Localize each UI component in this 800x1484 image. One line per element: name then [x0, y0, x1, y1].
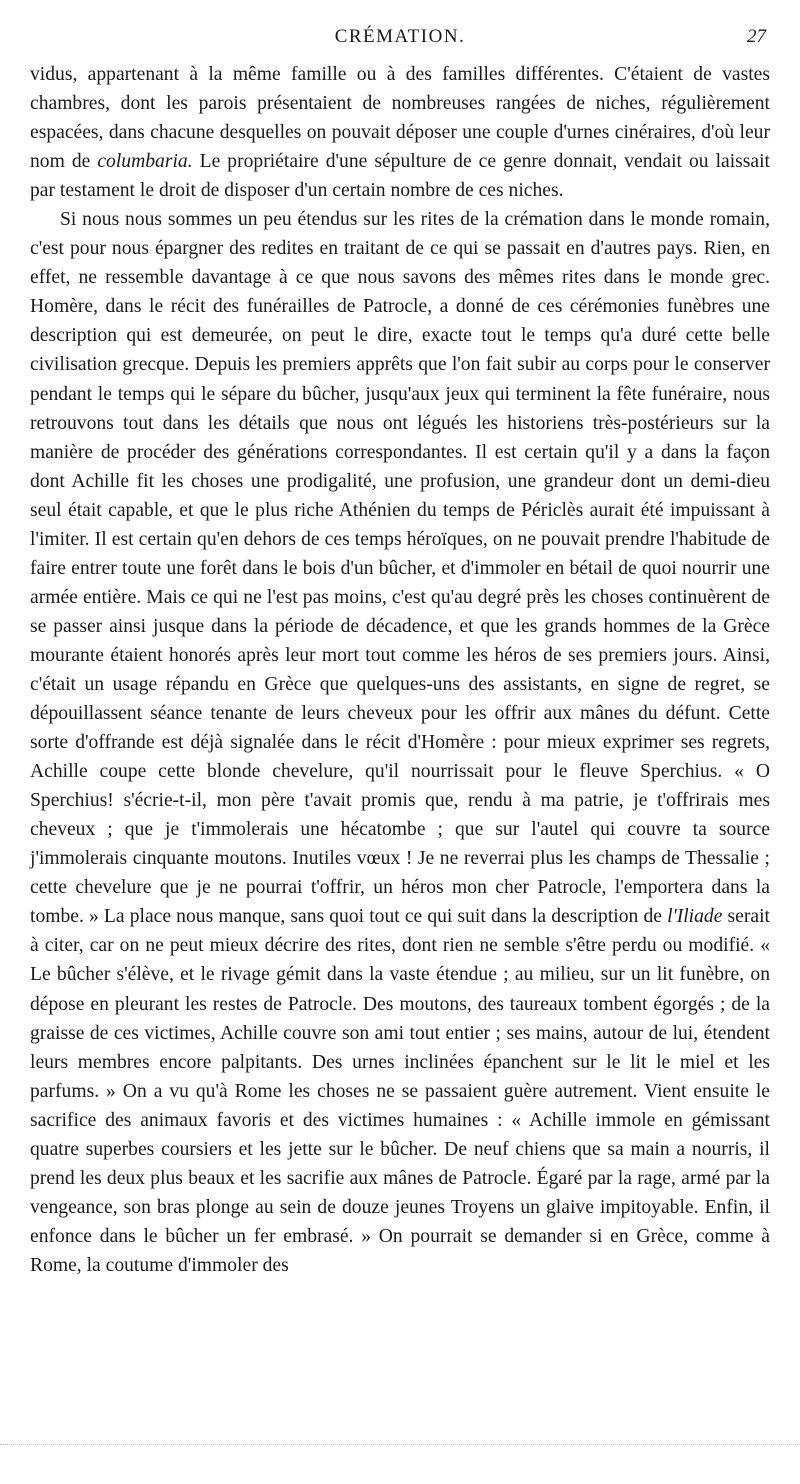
- text-run: Le propriétaire d'une sépulture de ce genre donnait, vendait ou laissait par testament le droit de disposer d'un certain nombre de ces niches.: [30, 151, 770, 202]
- text-run: vidus, appartenant à la même famille ou à des familles différentes. C'étaient de vastes chambres, dont les parois présentaient de nombreuses rangées de niches, régulièrement espacées, dans chacune desquelles on pouvait déposer une couple d'urnes cinéraires, d'où leur nom de: [30, 64, 770, 173]
- text-run: Si nous nous sommes un peu étendus sur les rites de la crémation dans le monde romain, c'est pour nous épargner des redites en traitant de ce qui se passait en d'autres pays. Rien, en effet, ne ressemble davantage à ce que nous savons des mêmes rites dans le monde grec. Homère, dans le récit des funérailles de Patrocle, a donné de ces cérémonies funèbres une description qui est demeurée, on peut le dire, exacte tout le temps qu'a duré cette belle civilisation grecque. Depuis les premiers apprêts que l'on fait subir au corps pour le conserver pendant le temps qui le sépare du bûcher, jusqu'aux jeux qui terminent la fête funéraire, nous retrouvons tout dans les détails que nous ont légués les historiens très-postérieurs sur la manière de procéder des générations correspondantes. Il est certain qu'il y a dans la façon dont Achille fit les choses une prodigalité, une profusion, une grandeur dont un demi-dieu seul était capable, et que le plus riche Athénien du temps de Périclès aurait été impuissant à l'imiter. Il est certain qu'en dehors de ces temps héroïques, on ne pouvait prendre l'habitude de faire entrer toute une forêt dans le bois d'un bûcher, et d'immoler en bétail de quoi nourrir une armée entière. Mais ce qui ne l'est pas moins, c'est qu'au degré près les choses continuèrent de se passer ainsi jusque dans la période de décadence, et que les grands hommes de la Grèce mourante étaient honorés après leur mort tout comme les héros de ses premiers jours. Ainsi, c'était un usage répandu en Grèce que quelques-uns des assistants, en signe de regret, se dépouillassent séance tenante de leurs cheveux pour les offrir aux mânes du défunt. Cette sorte d'offrande est déjà signalée dans le récit d'Homère : pour mieux exprimer ses regrets, Achille coupe cette blonde chevelure, qu'il nourrissait pour le fleuve Sperchius. « O Sperchius! s'écrie-t-il, mon père t'avait promis que, rendu à ma patrie, je t'offrirais mes cheveux ; que je t'immolerais une hécatombe ; que sur l'autel qui couvre ta source j'immolerais cinquante moutons. Inutiles vœux ! Je ne reverrai plus les champs de Thessalie ; cette chevelure que je ne pourrai t'offrir, un héros mon cher Patrocle, l'emportera dans la tombe. » La place nous manque, sans quoi tout ce qui suit dans la description de: [30, 209, 770, 928]
- scan-edge-noise: [0, 1444, 800, 1447]
- text-run: serait à citer, car on ne peut mieux décrire des rites, dont rien ne semble s'être perdu ou modifié. « Le bûcher s'élève, et le rivage gémit dans la vaste étendue ; au milieu, sur un lit funèbre, on dépose en pleurant les restes de Patrocle. Des moutons, des taureaux tombent égorgés ; de la graisse de ces victimes, Achille couvre son ami tout entier ; ses mains, autour de lui, étendent leurs membres encore palpitants. Des urnes inclinées épanchent sur le lit le miel et les parfums. » On a vu qu'à Rome les choses ne se passaient guère autrement. Vient ensuite le sacrifice des animaux favoris et des victimes humaines : « Achille immole en gémissant quatre superbes coursiers et les jette sur le bûcher. De neuf chiens que sa main a nourris, il prend les deux plus beaux et les sacrifie aux mânes de Patrocle. Égaré par la rage, armé par la vengeance, son bras plonge au sein de douze jeunes Troyens un glaive impitoyable. Enfin, il enfonce dans le bûcher un fer embrasé. » On pourrait se demander si en Grèce, comme à Rome, la coutume d'immoler des: [30, 906, 770, 1276]
- page-number: 27: [747, 26, 766, 47]
- body-text: [30, 60, 770, 1280]
- paragraph: [30, 205, 770, 1280]
- italic-title-iliade: l'Iliade: [667, 906, 723, 928]
- italic-term-columbaria: columbaria.: [97, 151, 193, 173]
- running-title: CRÉMATION.: [334, 26, 466, 47]
- paragraph: [30, 60, 770, 205]
- running-head: [30, 26, 770, 60]
- book-page: [30, 26, 770, 1280]
